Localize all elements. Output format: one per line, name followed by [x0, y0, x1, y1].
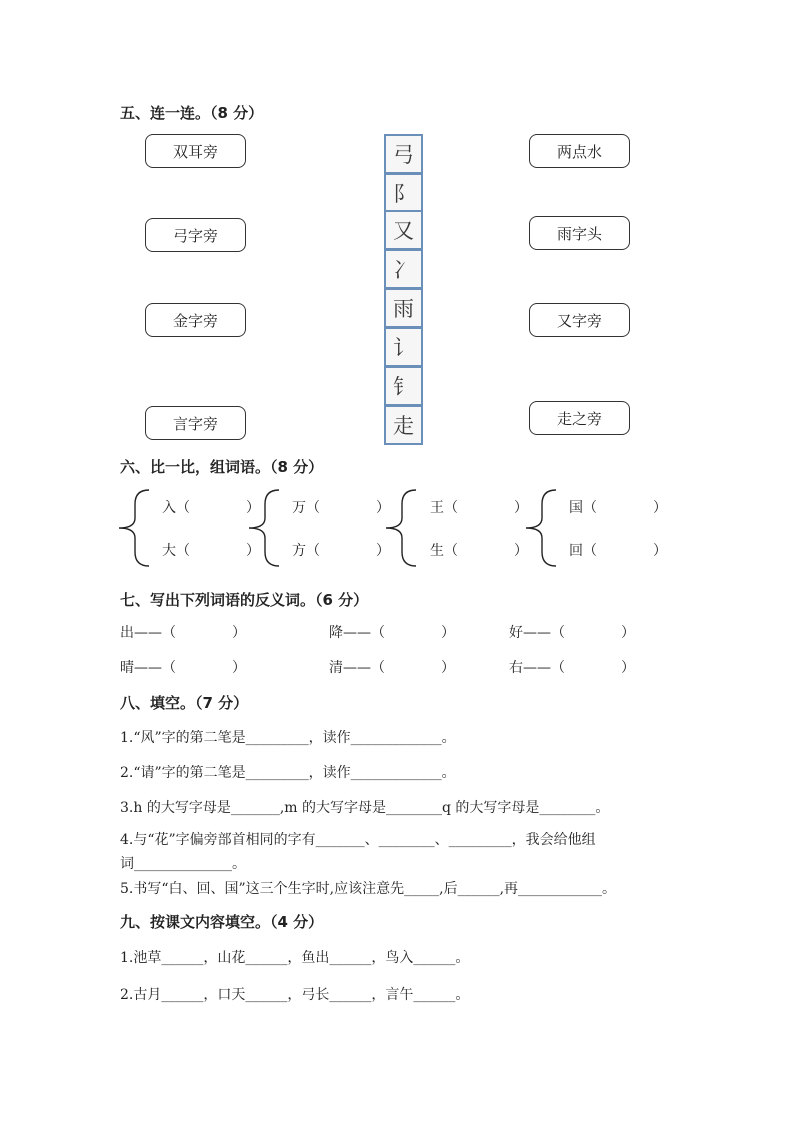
- antonym-2[interactable]: 降——（ ）: [329, 625, 455, 641]
- right-box-1[interactable]: 两点水: [529, 134, 630, 168]
- left-box-4[interactable]: 言字旁: [145, 406, 246, 440]
- right-box-4[interactable]: 走之旁: [529, 401, 630, 435]
- radical-3[interactable]: 又: [384, 210, 423, 250]
- right-box-3[interactable]: 又字旁: [529, 303, 630, 337]
- antonym-1[interactable]: 出——（ ）: [120, 625, 246, 641]
- left-box-2[interactable]: 弓字旁: [145, 218, 246, 252]
- compare-4b[interactable]: 回（ ）: [569, 543, 667, 559]
- compare-4a[interactable]: 国（ ）: [569, 500, 667, 516]
- radical-1[interactable]: 弓: [384, 134, 423, 174]
- radical-2[interactable]: 阝: [384, 173, 423, 213]
- recite-line-1[interactable]: 1.池草______，山花______，鱼出______，鸟入______。: [120, 950, 470, 966]
- brace-1: [113, 488, 153, 568]
- compare-1a[interactable]: 入（ ）: [162, 500, 260, 516]
- antonym-4[interactable]: 晴——（ ）: [120, 660, 246, 676]
- section-5-title: 五、连一连。（8 分）: [120, 104, 264, 122]
- antonym-5[interactable]: 清——（ ）: [329, 660, 455, 676]
- left-box-3[interactable]: 金字旁: [145, 303, 246, 337]
- radical-6[interactable]: 讠: [384, 327, 423, 367]
- section-8-title: 八、填空。（7 分）: [120, 694, 249, 712]
- compare-3b[interactable]: 生（ ）: [430, 543, 528, 559]
- compare-1b[interactable]: 大（ ）: [162, 543, 260, 559]
- fill-line-4-cont[interactable]: 词______________。: [120, 856, 246, 872]
- right-box-2[interactable]: 雨字头: [529, 216, 630, 250]
- radical-5[interactable]: 雨: [384, 288, 423, 328]
- fill-line-4[interactable]: 4.与“花”字偏旁部首相同的字有_______、________、_________，我会给他组: [120, 832, 596, 848]
- fill-line-5[interactable]: 5.书写“白、回、国”这三个生字时,应该注意先_____,后______,再____________。: [120, 881, 617, 897]
- antonym-6[interactable]: 右——（ ）: [509, 660, 635, 676]
- compare-3a[interactable]: 王（ ）: [430, 500, 528, 516]
- recite-line-2[interactable]: 2.古月______，口天______，弓长______，言午______。: [120, 987, 470, 1003]
- radical-7[interactable]: 钅: [384, 366, 423, 406]
- fill-line-1[interactable]: 1.“风”字的第二笔是_________，读作_____________。: [120, 730, 456, 746]
- fill-line-2[interactable]: 2.“请”字的第二笔是_________，读作_____________。: [120, 765, 456, 781]
- section-9-title: 九、按课文内容填空。（4 分）: [120, 913, 324, 931]
- section-6-title: 六、比一比，组词语。（8 分）: [120, 458, 324, 476]
- left-box-1[interactable]: 双耳旁: [145, 134, 246, 168]
- radical-8[interactable]: 走: [384, 405, 423, 445]
- fill-line-3[interactable]: 3.h 的大写字母是_______,m 的大写字母是________q 的大写字母是________。: [120, 800, 610, 816]
- compare-2a[interactable]: 万（ ）: [292, 500, 390, 516]
- section-7-title: 七、写出下列词语的反义词。（6 分）: [120, 591, 369, 609]
- radical-4[interactable]: 冫: [384, 249, 423, 289]
- antonym-3[interactable]: 好——（ ）: [509, 625, 635, 641]
- compare-2b[interactable]: 方（ ）: [292, 543, 390, 559]
